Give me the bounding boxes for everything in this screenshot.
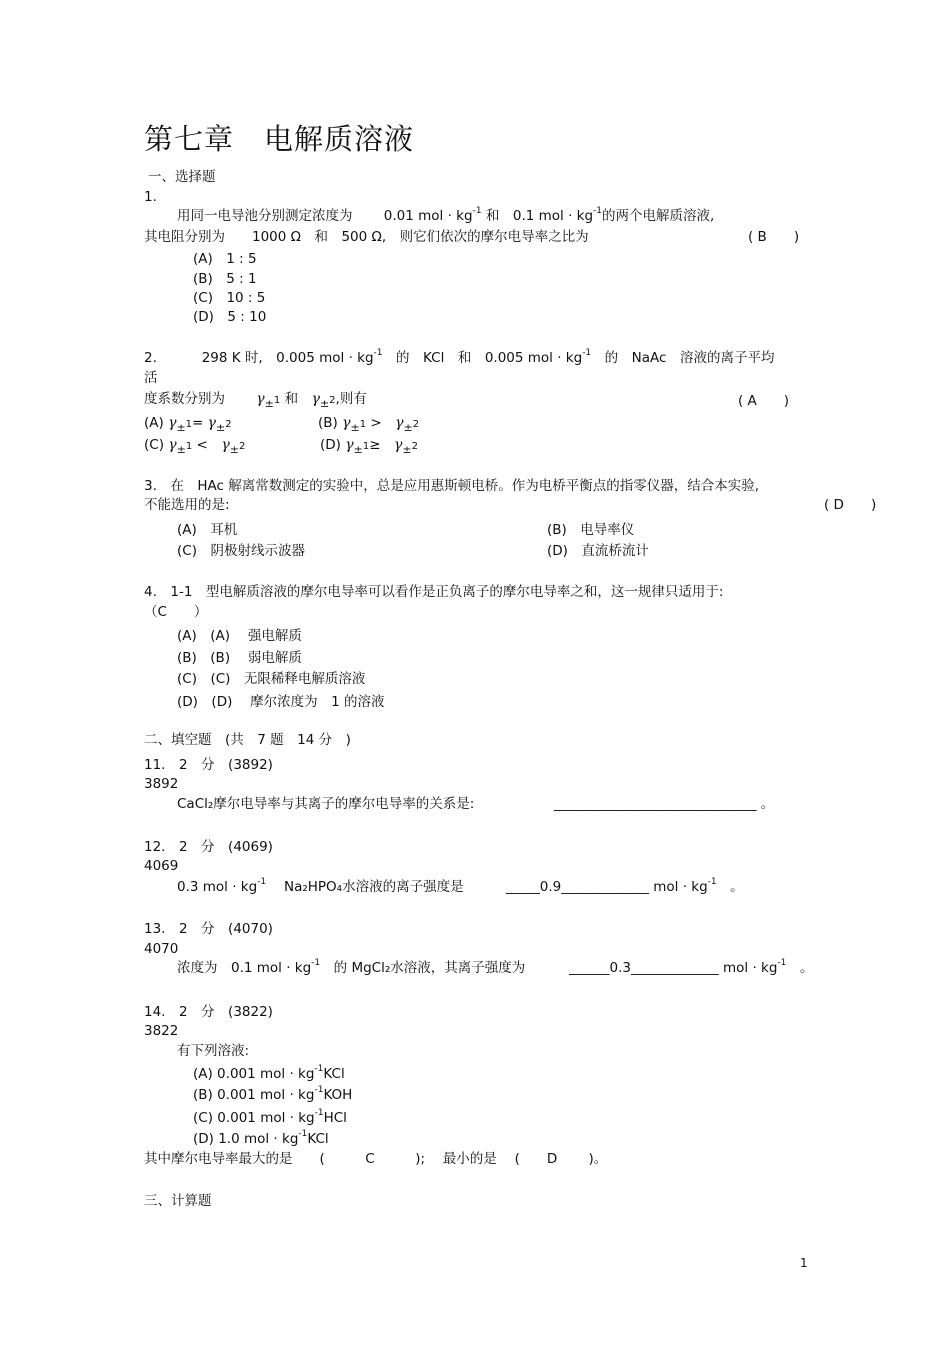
page-number: 1 bbox=[800, 1256, 808, 1270]
q1-option-c: (C) 10 : 5 bbox=[193, 290, 266, 306]
q3-option-d: (D) 直流桥流计 bbox=[547, 543, 649, 559]
q11-text: CaCl₂摩尔电导率与其离子的摩尔电导率的关系是: bbox=[177, 796, 475, 812]
page-title: 第七章 电解质溶液 bbox=[144, 122, 415, 156]
q11-blank: ______________________________ 。 bbox=[554, 796, 775, 812]
q14-option-a: (A) 0.001 mol · $kg^{-1}KCl$ bbox=[193, 1064, 345, 1082]
q3-option-c: (C) 阴极射线示波器 bbox=[177, 543, 305, 559]
q4-option-a: (A) (A) 强电解质 bbox=[177, 628, 302, 644]
q13-text: 浓度为 0.1 mol · $kg^{-1}$ 的 MgCl₂水溶液，其离子强度为 bbox=[177, 958, 526, 976]
q14-final: 其中摩尔电导率最大的是 ( C ); 最小的是 ( D )。 bbox=[144, 1151, 608, 1167]
q1-option-d: (D) 5 : 10 bbox=[193, 309, 267, 325]
q12-code: 4069 bbox=[144, 858, 179, 874]
q3-answer: ( D ) bbox=[824, 497, 877, 513]
q2-line1: 2. 298 K 时, 0.005 mol · $kg^{-1}$ 的 KCl 和 0.005 mol · $kg^{-1}$ 的 NaAc 溶液的离子平均 bbox=[144, 348, 775, 366]
q1-option-a: (A) 1 : 5 bbox=[193, 251, 257, 267]
q2-option-a: (A) $\gamma_\pm 1= \gamma_\pm 2$ bbox=[144, 415, 232, 434]
q4-option-d: (D) (D) 摩尔浓度为 1 的溶液 bbox=[177, 694, 385, 710]
q1-line2: 其电阻分别为 1000 Ω 和 500 Ω, 则它们依次的摩尔电导率之比为 bbox=[144, 229, 589, 245]
q14-option-c: (C) 0.001 mol · $kg^{-1}HCl$ bbox=[193, 1108, 347, 1126]
q4-option-b: (B) (B) 弱电解质 bbox=[177, 650, 302, 666]
q1-answer: ( B ) bbox=[748, 229, 800, 245]
q4-answer: （C ） bbox=[144, 604, 208, 620]
q2-answer: ( A ) bbox=[738, 393, 790, 409]
q4-option-c: (C) (C) 无限稀释电解质溶液 bbox=[177, 671, 366, 687]
q2-option-b: (B) $\gamma_\pm 1$ > $\gamma_\pm 2$ bbox=[318, 415, 420, 434]
q1-option-b: (B) 5 : 1 bbox=[193, 271, 257, 287]
q1-line1: 用同一电导池分别测定浓度为 0.01 mol · $kg^{-1}$ 和 0.1 mol · $kg^{-1}$的两个电解质溶液, bbox=[177, 206, 715, 224]
q4-line1: 4. 1-1 型电解质溶液的摩尔电导率可以看作是正负离子的摩尔电导率之和，这一规律只适用于: bbox=[144, 584, 724, 600]
q2-line2: 活 bbox=[144, 370, 158, 386]
q3-option-b: (B) 电导率仪 bbox=[547, 522, 635, 538]
q2-option-c: (C) $\gamma_\pm 1$ < $\gamma_\pm 2$ bbox=[144, 437, 246, 456]
q3-line1: 3. 在 HAc 解离常数测定的实验中，总是应用惠斯顿电桥。作为电桥平衡点的指零仪器，结合本实验, bbox=[144, 478, 760, 494]
section-heading-fill: 二、填空题 (共 7 题 14 分 ) bbox=[144, 732, 351, 748]
q3-line2: 不能选用的是: bbox=[144, 497, 230, 513]
q14-intro: 有下列溶液: bbox=[177, 1043, 250, 1059]
q12-head: 12. 2 分 (4069) bbox=[144, 839, 273, 855]
q1-number: 1. bbox=[144, 189, 157, 205]
section-heading-calc: 三、计算题 bbox=[144, 1193, 212, 1209]
q3-option-a: (A) 耳机 bbox=[177, 522, 238, 538]
section-heading-choice: 一、选择题 bbox=[148, 169, 216, 185]
q14-option-b: (B) 0.001 mol · $kg^{-1}KOH$ bbox=[193, 1085, 353, 1103]
q13-blank: ______0.3_____________ mol · $kg^{-1}$ 。 bbox=[569, 958, 814, 976]
q2-option-d: (D) $\gamma_\pm 1\ge$ $\gamma_\pm 2$ bbox=[320, 437, 418, 456]
q12-text: 0.3 mol · $kg^{-1}$ Na₂HPO₄水溶液的离子强度是 bbox=[177, 877, 464, 895]
q14-head: 14. 2 分 (3822) bbox=[144, 1004, 273, 1020]
q14-option-d: (D) 1.0 mol · $kg^{-1}KCl$ bbox=[193, 1129, 329, 1147]
q11-code: 3892 bbox=[144, 776, 179, 792]
q14-code: 3822 bbox=[144, 1023, 179, 1039]
q13-code: 4070 bbox=[144, 941, 179, 957]
q12-blank: _____0.9_____________ mol · $kg^{-1}$ 。 bbox=[506, 877, 744, 895]
q11-head: 11. 2 分 (3892) bbox=[144, 757, 273, 773]
q2-line3: 度系数分别为 $\gamma_\pm 1$ 和 $\gamma_\pm 2$,则有 bbox=[144, 391, 367, 410]
q13-head: 13. 2 分 (4070) bbox=[144, 921, 273, 937]
